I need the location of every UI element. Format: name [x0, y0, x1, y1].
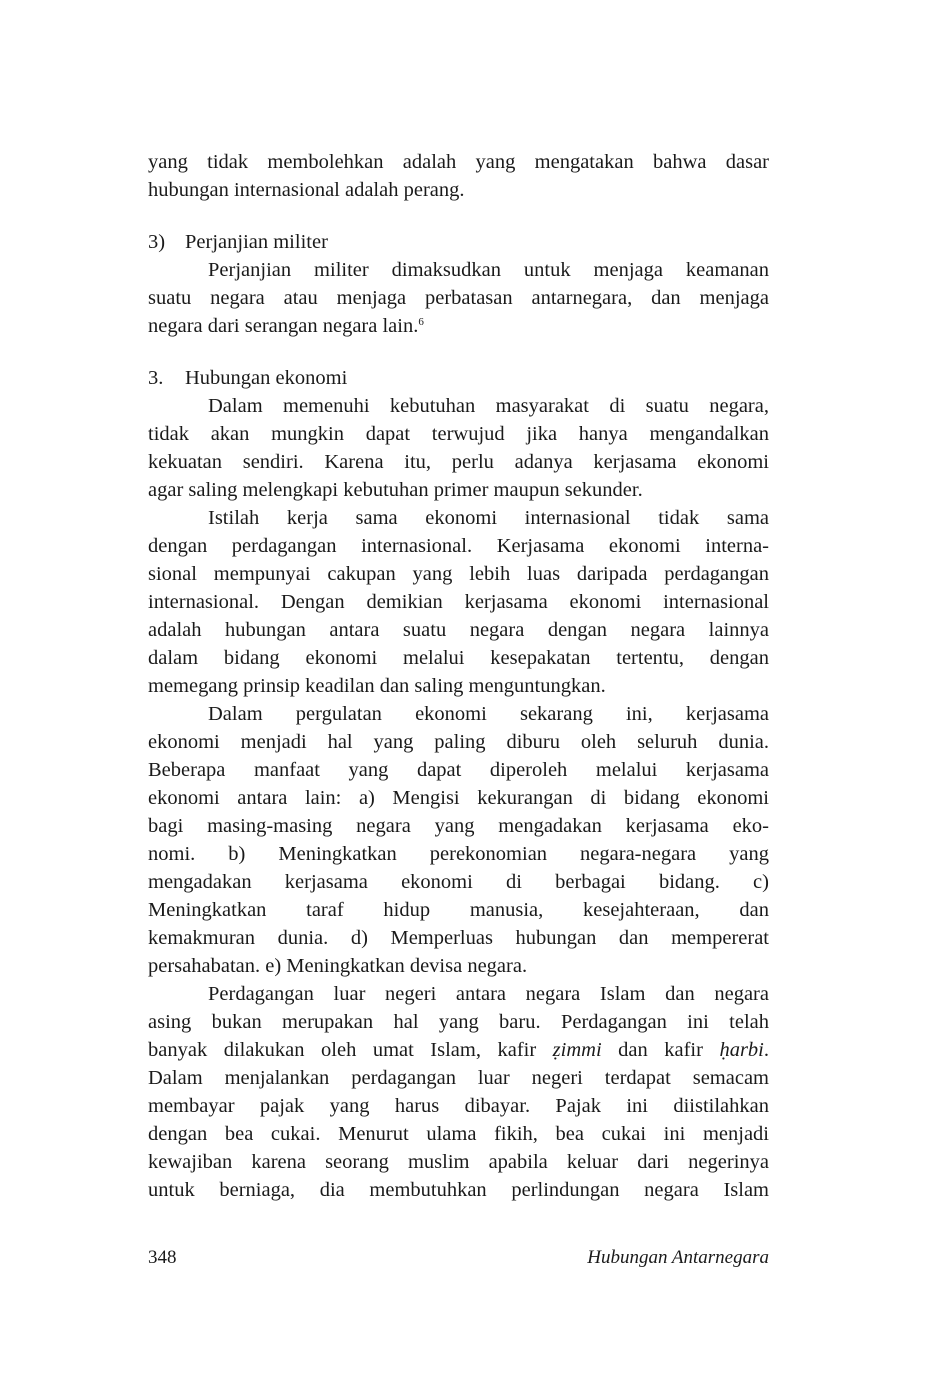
text-line: asing bukan merupakan hal yang baru. Perdagangan ini telah — [148, 1011, 769, 1033]
heading-text: Perjanjian militer — [185, 231, 328, 253]
running-title: Hubungan Antarnegara — [587, 1247, 769, 1268]
footnote-marker: 6 — [418, 316, 424, 328]
text-line: kewajiban karena seorang muslim apabila keluar dari negerinya — [148, 1151, 769, 1173]
text-line: Dalam menjalankan perdagangan luar negeri terdapat semacam — [148, 1067, 769, 1089]
text-line: Meningkatkan taraf hidup manusia, kesejahteraan, dan — [148, 899, 769, 921]
text-line: Perdagangan luar negeri antara negara Islam dan negara — [208, 983, 769, 1005]
heading-number: 3) — [148, 231, 166, 253]
italic-term: ḥarbi — [719, 1039, 764, 1061]
text-line: mengadakan kerjasama ekonomi di berbagai bidang. c) — [148, 871, 769, 893]
text-line: membayar pajak yang harus dibayar. Pajak ini diistilahkan — [148, 1095, 769, 1117]
text-line: nomi. b) Meningkatkan perekonomian negara-negara yang — [148, 843, 769, 865]
text-line: memegang prinsip keadilan dan saling menguntungkan. — [148, 675, 606, 697]
text-span: . — [763, 1039, 769, 1061]
text-line: bagi masing-masing negara yang mengadakan kerjasama eko- — [148, 815, 769, 837]
text-line: tidak akan mungkin dapat terwujud jika hanya mengandalkan — [148, 423, 769, 445]
text-line: suatu negara atau menjaga perbatasan antarnegara, dan menjaga — [148, 287, 769, 309]
text-line: internasional. Dengan demikian kerjasama ekonomi internasional — [148, 591, 769, 613]
text-line: kemakmuran dunia. d) Memperluas hubungan dan mempererat — [148, 927, 769, 949]
text-line: kekuatan sendiri. Karena itu, perlu adanya kerjasama ekonomi — [148, 451, 769, 473]
text-line: adalah hubungan antara suatu negara dengan negara lainnya — [148, 619, 769, 641]
text-line: ekonomi antara lain: a) Mengisi kekurangan di bidang ekonomi — [148, 787, 769, 809]
text-line: yang tidak membolehkan adalah yang mengatakan bahwa dasar — [148, 151, 769, 173]
text-line: Dalam memenuhi kebutuhan masyarakat di suatu negara, — [208, 395, 769, 417]
section-heading — [148, 228, 769, 256]
page-number: 348 — [148, 1247, 177, 1268]
text-line: Beberapa manfaat yang dapat diperoleh melalui kerjasama — [148, 759, 769, 781]
section-heading — [148, 364, 769, 392]
text-line: agar saling melengkapi kebutuhan primer maupun sekunder. — [148, 479, 643, 501]
text-line: dengan perdagangan internasional. Kerjasama ekonomi interna- — [148, 535, 769, 557]
text-line: ekonomi menjadi hal yang paling diburu oleh seluruh dunia. — [148, 731, 769, 753]
heading-text: Hubungan ekonomi — [185, 367, 348, 389]
text-line: untuk berniaga, dia membutuhkan perlindungan negara Islam — [148, 1179, 769, 1201]
text-line: persahabatan. e) Meningkatkan devisa negara. — [148, 955, 528, 977]
italic-term: ẓimmi — [552, 1039, 602, 1061]
text-line — [148, 1036, 769, 1064]
text-line: negara dari serangan negara lain.$^6$ — [148, 315, 424, 337]
text-line: dengan bea cukai. Menurut ulama fikih, bea cukai ini menjadi — [148, 1123, 769, 1145]
text-line: dalam bidang ekonomi melalui kesepakatan tertentu, dengan — [148, 647, 769, 669]
text-line: sional mempunyai cakupan yang lebih luas daripada perdagangan — [148, 563, 769, 585]
text-span: dan kafir — [601, 1039, 720, 1061]
text-line: Perjanjian militer dimaksudkan untuk menjaga keamanan — [208, 259, 769, 281]
text-line: Dalam pergulatan ekonomi sekarang ini, kerjasama — [208, 703, 769, 725]
text-span: banyak dilakukan oleh umat Islam, kafir — [148, 1039, 553, 1061]
heading-number: 3. — [148, 367, 164, 389]
text-line: hubungan internasional adalah perang. — [148, 179, 465, 201]
text-line: Istilah kerja sama ekonomi internasional tidak sama — [208, 507, 769, 529]
